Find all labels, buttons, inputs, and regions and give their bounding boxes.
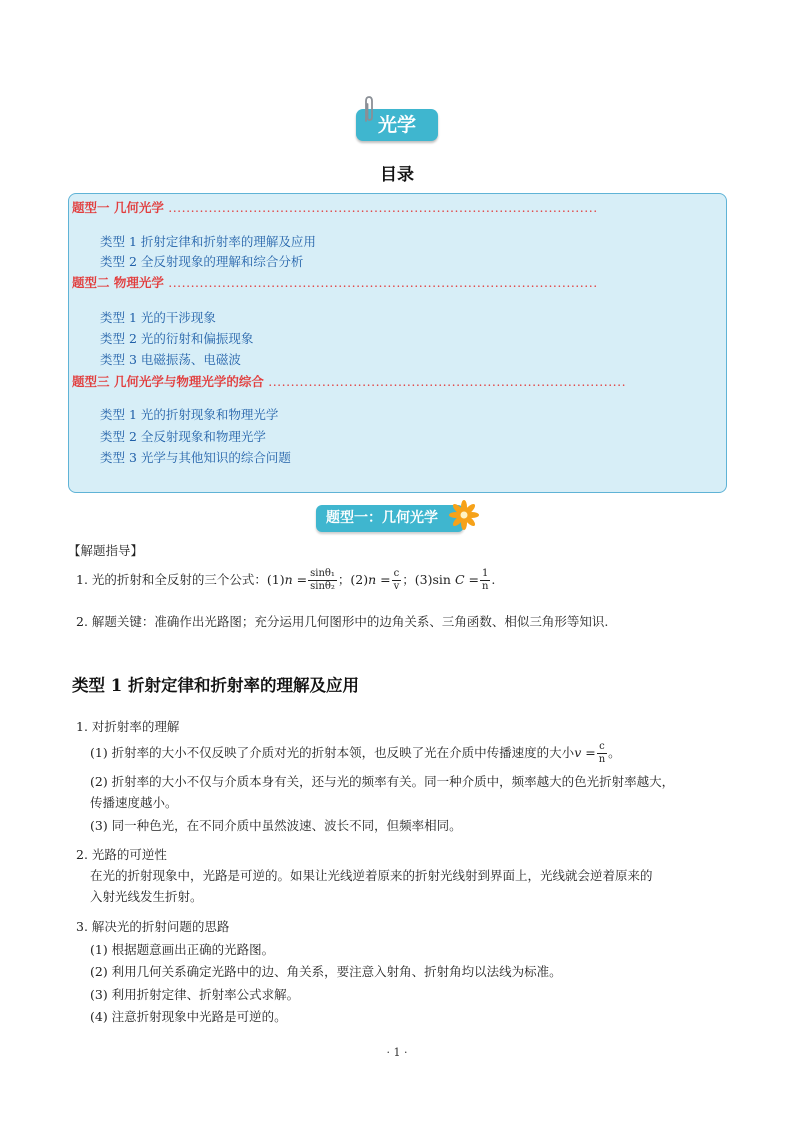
formula-var: n = <box>284 572 308 587</box>
toc-leader-dots: ................................................................................ <box>268 374 627 389</box>
paragraph <box>90 741 621 766</box>
fraction-den: n <box>481 581 489 592</box>
formula-sep: ；(2) <box>337 572 369 587</box>
toc-item[interactable]: 类型 2 光的衍射和偏振现象 <box>100 331 254 346</box>
list-item: (1) 根据题意画出正确的光路图。 <box>90 942 275 957</box>
paragraph: 传播速度越小。 <box>90 795 178 810</box>
toc-heading-text: 题型二 物理光学 <box>72 275 164 290</box>
paperclip-icon <box>360 95 378 125</box>
toc-item[interactable]: 类型 2 全反射现象的理解和综合分析 <box>100 254 304 269</box>
toc-section-heading[interactable] <box>72 372 626 390</box>
section-badge: 题型一：几何光学 <box>316 505 464 532</box>
fraction-num: c <box>597 741 607 754</box>
formula-var: v = <box>574 745 596 760</box>
toc-leader-dots: ................................................................................................ <box>168 275 598 290</box>
paragraph-text: (1) 折射率的大小不仅反映了介质对光的折射本领，也反映了光在介质中传播速度的大小 <box>90 745 575 760</box>
section-heading: 类型 1 折射定律和折射率的理解及应用 <box>72 676 359 695</box>
list-item: (3) 利用折射定律、折射率公式求解。 <box>90 987 300 1002</box>
formula-var: C = <box>454 572 479 587</box>
guide-title: 【解题指导】 <box>68 543 144 558</box>
fraction-num: 1 <box>480 568 490 581</box>
guide-formulas <box>76 568 495 593</box>
paragraph: (2) 折射率的大小不仅与介质本身有关，还与光的频率有关。同一种介质中，频率越大的色光折射率越大， <box>90 774 675 789</box>
list-item: (2) 利用几何关系确定光路中的边、角关系，要注意入射角、折射角均以法线为标准。 <box>90 964 562 979</box>
paragraph: 在光的折射现象中，光路是可逆的。如果让光线逆着原来的折射光线射到界面上，光线就会逆着原来的 <box>90 868 653 883</box>
toc-title: 目录 <box>380 165 414 185</box>
paragraph: (3) 同一种色光，在不同介质中虽然波速、波长不同，但频率相同。 <box>90 818 462 833</box>
point-title: 1. 对折射率的理解 <box>76 719 180 734</box>
fraction <box>392 568 402 593</box>
formula-var: n = <box>368 572 391 587</box>
page-number: · 1 · <box>386 1046 408 1059</box>
toc-item[interactable]: 类型 1 光的折射现象和物理光学 <box>100 407 279 422</box>
point-title: 3. 解决光的折射问题的思路 <box>76 919 230 934</box>
fraction-num: c <box>392 568 402 581</box>
flower-icon <box>449 500 479 530</box>
toc-heading-text: 题型一 几何光学 <box>72 200 164 215</box>
fraction-num: sinθ₁ <box>310 568 335 579</box>
toc-item[interactable]: 类型 1 光的干涉现象 <box>100 310 216 325</box>
formula-end: . <box>491 572 496 587</box>
guide-item-2: 2. 解题关键：准确作出光路图；充分运用几何图形中的边角关系、三角函数、相似三角形等知识. <box>76 614 609 629</box>
toc-heading-text: 题型三 几何光学与物理光学的综合 <box>72 374 264 389</box>
fraction-den: n <box>598 754 606 765</box>
paragraph-end: 。 <box>608 745 621 760</box>
toc-section-heading[interactable] <box>72 273 598 291</box>
formula-sep: ；(3)sin <box>402 572 451 587</box>
toc-item[interactable]: 类型 2 全反射现象和物理光学 <box>100 429 266 444</box>
formula-prefix: 1. 光的折射和全反射的三个公式：(1) <box>76 572 285 587</box>
fraction <box>308 568 337 593</box>
toc-section-heading[interactable] <box>72 198 598 216</box>
toc-item[interactable]: 类型 1 折射定律和折射率的理解及应用 <box>100 234 316 249</box>
fraction-den: v <box>393 581 400 592</box>
fraction-den: sinθ₂ <box>310 581 335 592</box>
paragraph: 入射光线发生折射。 <box>90 889 203 904</box>
point-title: 2. 光路的可逆性 <box>76 847 167 862</box>
list-item: (4) 注意折射现象中光路是可逆的。 <box>90 1009 287 1024</box>
toc-item[interactable]: 类型 3 光学与其他知识的综合问题 <box>100 450 291 465</box>
toc-item[interactable]: 类型 3 电磁振荡、电磁波 <box>100 352 241 367</box>
toc-leader-dots: ................................................................................................ <box>168 200 598 215</box>
fraction <box>597 741 607 766</box>
title-badge: 光学 <box>356 109 438 141</box>
fraction <box>480 568 490 593</box>
